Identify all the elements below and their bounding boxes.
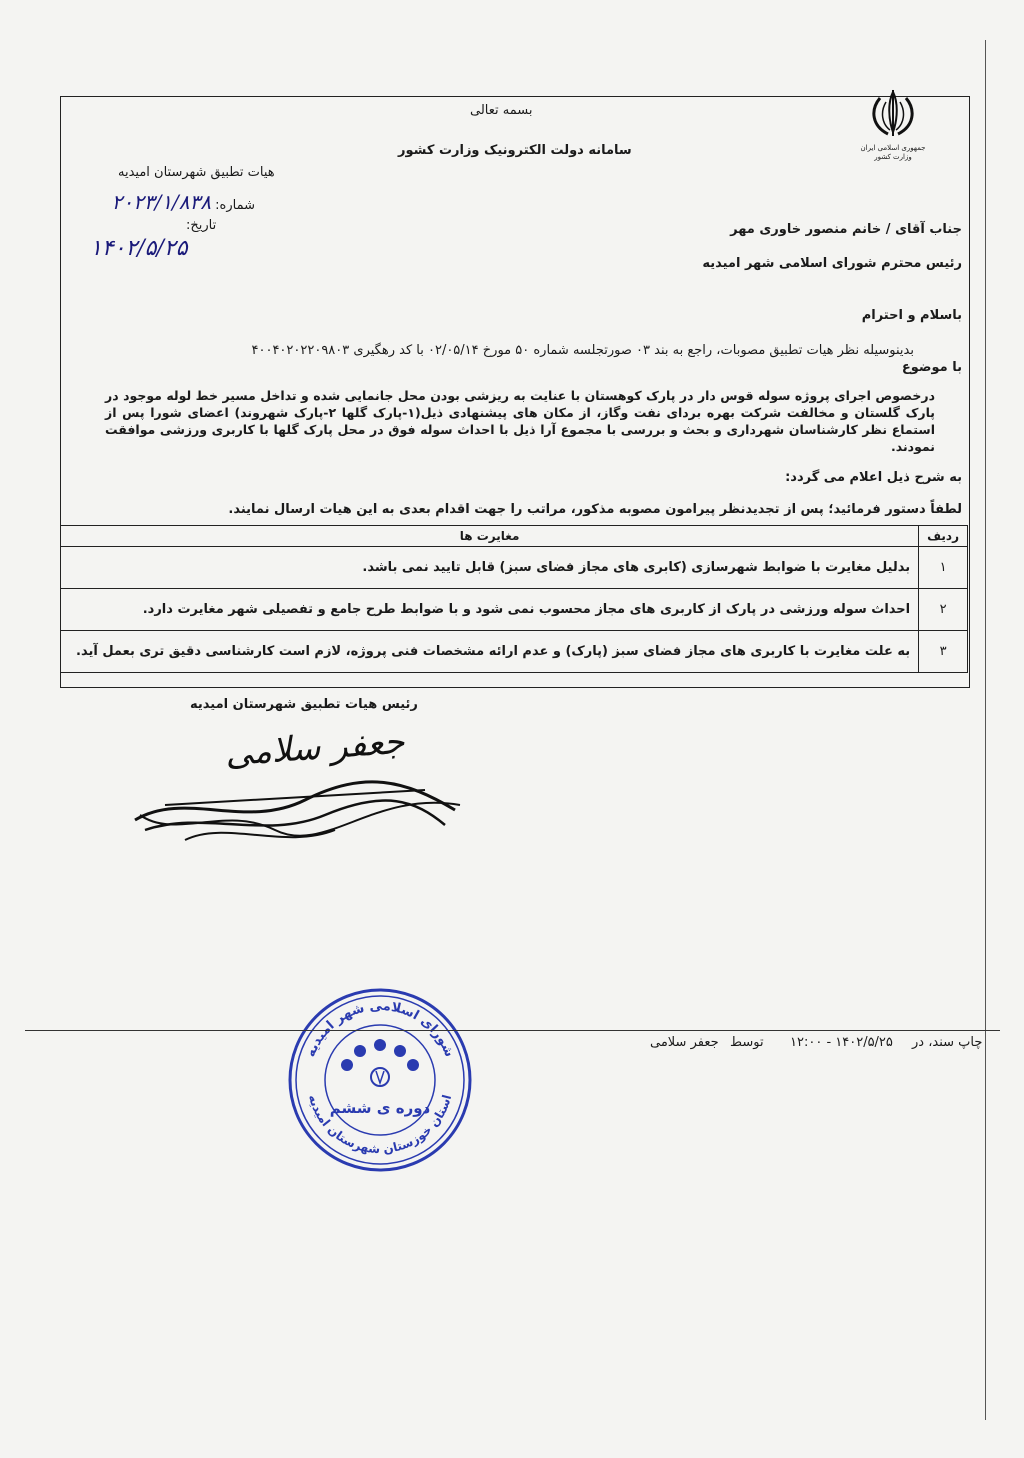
addressee-line-2: رئیس محترم شورای اسلامی شهر امیدیه [702, 256, 962, 271]
table-header-row [61, 526, 968, 547]
date-label: تاریخ: [186, 218, 217, 233]
number-label: شماره: [215, 198, 255, 213]
addressee-line-1: جناب آقای / خانم منصور خاوری مهر [730, 222, 962, 237]
footer-by-label: توسط [730, 1035, 764, 1050]
intro-line: بدینوسیله نظر هیات تطبیق مصوبات، راجع به بند ۰۳ صورتجلسه شماره ۵۰ مورخ ۰۲/۰۵/۱۴ با کد رهگیری ۴۰۰۴۰۲۰۲۲۰۹۸۰۳ [251, 343, 914, 358]
row-text: بدلیل مغایرت با ضوابط شهرسازی (کابری های مجاز فضای سبز) قابل تایید نمی باشد. [61, 547, 919, 589]
number-field [40, 190, 255, 214]
signature-scribble-icon [125, 760, 475, 864]
system-name: سامانه دولت الکترونیک وزارت کشور [398, 143, 632, 158]
emblem-caption-1: جمهوری اسلامی ایران [860, 144, 926, 152]
col-issues-header: مغایرت ها [61, 526, 919, 547]
emblem-caption-2: وزارت کشور [874, 153, 912, 161]
table-row [61, 547, 968, 589]
handwritten-name: جعفر سلامی [223, 721, 406, 775]
subject-label: با موضوع [901, 360, 962, 375]
greeting: باسلام و احترام [861, 308, 962, 323]
subject-paragraph: درخصوص اجرای پروژه سوله قوس دار در پارک کوهستان با عنایت به ریزشی بودن محل جانمایی شده و تداخل مسیر خط لوله موجود در پارک گلستان و مخالفت شرکت بهره بردای نفت وگاز، از مکان های پیشنهادی ذیل(۱-پارک گلها ۲-پارک شهروند) اعضای شورا پس از استماع نظر کارشناسان شهرداری و بحث و بررسی با مجموع آرا ذیل با احداث سوله فوق در محل پارک گلها با کاربری ورزشی موافقت نمودند. [105, 388, 935, 454]
number-value: ۲۰۲۳/۱/۸۳۸ [111, 190, 212, 214]
board-name: هیات تطبیق شهرستان امیدیه [118, 165, 275, 180]
request-line: لطفاً دستور فرمائید؛ پس از تجدیدنظر پیرامون مصوبه مذکور، مراتب را جهت اقدام بعدی به این هیات ارسال نمایند. [228, 502, 962, 517]
stamp-people-icon [341, 1039, 419, 1086]
row-number: ۲ [919, 589, 968, 631]
footer-time: ۱۲:۰۰ - ۱۴۰۲/۵/۲۵ [790, 1035, 893, 1050]
council-stamp [285, 985, 475, 1179]
page-edge-line [985, 40, 986, 1420]
date-value: ۱۴۰۲/۵/۲۵ [90, 236, 188, 261]
iran-emblem-icon [858, 88, 928, 160]
table-row [61, 589, 968, 631]
row-number: ۳ [919, 631, 968, 673]
bismillah: بسمه تعالی [470, 103, 533, 118]
footer-printed-label: چاپ سند، در [912, 1035, 983, 1050]
signature-title: رئیس هیات تطبیق شهرستان امیدیه [190, 697, 418, 712]
stamp-top-text: شورای اسلامی شهر امیدیه [303, 998, 457, 1060]
footer-by-name: جعفر سلامی [650, 1035, 719, 1050]
stamp-bottom-text: استان خوزستان شهرستان امیدیه [305, 1093, 455, 1157]
col-row-header: ردیف [919, 526, 968, 547]
row-text: احداث سوله ورزشی در پارک از کاربری های مجاز محسوب نمی شود و با ضوابط طرح جامع و تفصیلی شهر مغایرت دارد. [61, 589, 919, 631]
footer-divider [25, 1030, 1000, 1031]
table-row [61, 631, 968, 673]
discrepancy-table [60, 525, 968, 673]
announce-line: به شرح ذیل اعلام می گردد: [785, 470, 962, 485]
row-number: ۱ [919, 547, 968, 589]
stamp-inner-text: دوره ی ششم [329, 1099, 431, 1117]
row-text: به علت مغایرت با کاربری های مجاز فضای سبز (پارک) و عدم ارائه مشخصات فنی پروژه، لازم است کارشناسی دقیق تری بعمل آید. [61, 631, 919, 673]
